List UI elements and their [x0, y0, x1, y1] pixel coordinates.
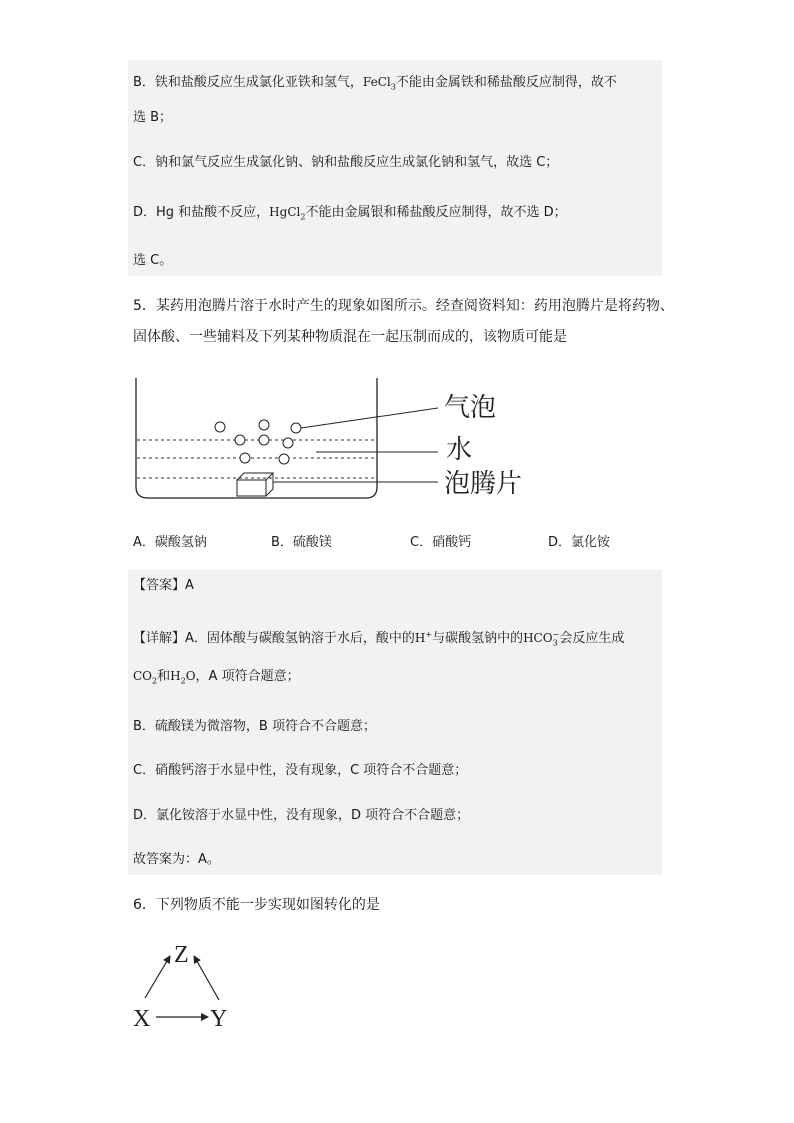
- h-ion-formula: H+: [414, 630, 433, 645]
- node-x: X: [133, 1006, 151, 1032]
- q6-stem: 6．下列物质不能一步实现如图转化的是: [133, 897, 380, 913]
- hgcl2-formula: HgCl$_2$: [269, 205, 306, 222]
- co2-formula: $CO_2$: [133, 669, 158, 686]
- q5-option-b[interactable]: B．硫酸镁: [271, 535, 332, 550]
- bubble: [291, 423, 301, 433]
- bubble: [240, 453, 250, 463]
- q5-option-a[interactable]: A．碳酸氢钠: [133, 535, 207, 550]
- prev-answer-b-line1: B．铁和盐酸反应生成氯化亚铁和氢气，FeCl$_3$不能由金属铁和稀盐酸反应制得，故不: [133, 75, 617, 92]
- q5-detail-a-line2: $CO_2$和$H_2O$，A 项符合题意；: [133, 669, 300, 686]
- q5-option-d[interactable]: D．氯化铵: [548, 535, 611, 550]
- bubble: [279, 454, 289, 464]
- xyz-conversion-diagram: [128, 936, 238, 1036]
- q5-stem-line2: 固体酸、一些辅料及下列某种物质混在一起压制而成的，该物质可能是: [133, 329, 567, 345]
- bubble: [259, 435, 269, 445]
- h2o-formula: $H_2O$: [170, 669, 196, 686]
- fecl3-formula: FeCl$_3$: [362, 75, 396, 92]
- q5-final-answer: 故答案为：A。: [133, 852, 220, 867]
- arrow-x-to-z: [145, 956, 170, 998]
- prev-answer-c: C．钠和氯气反应生成氯化钠、钠和盐酸反应生成氯化钠和氢气，故选 C；: [133, 155, 559, 170]
- q5-detail-c: C．硝酸钙溶于水显中性，没有现象，C 项符合不合题意；: [133, 763, 468, 778]
- bubble: [259, 420, 269, 430]
- bubble-label: 气泡: [444, 393, 497, 423]
- q5-answer: 【答案】A: [133, 578, 194, 593]
- q5-option-c[interactable]: C．硝酸钙: [410, 535, 472, 550]
- bicarbonate-formula: $HCO_3^-$: [523, 630, 560, 648]
- bubble-leader-line: [301, 408, 438, 428]
- prev-answer-conclusion: 选 C。: [133, 253, 173, 268]
- tablet-label: 泡腾片: [444, 469, 523, 499]
- q5-detail-d: D．氯化铵溶于水显中性，没有现象，D 项符合不合题意；: [133, 808, 470, 823]
- node-z: Z: [174, 942, 189, 968]
- bubble: [235, 435, 245, 445]
- prev-answer-d: D．Hg 和盐酸不反应，HgCl$_2$不能由金属银和稀盐酸反应制得，故不选 D；: [133, 205, 567, 222]
- water-label: 水: [446, 435, 473, 465]
- bubble: [283, 438, 293, 448]
- prev-answer-b-line2: 选 B；: [133, 110, 173, 125]
- q5-detail-b: B．硫酸镁为微溶物，B 项符合不合题意；: [133, 719, 376, 734]
- bubble: [215, 422, 225, 432]
- q5-detail-a-line1: 【详解】A．固体酸与碳酸氢钠溶于水后，酸中的H+与碳酸氢钠中的$HCO_3^-$会反应生成: [133, 630, 625, 648]
- effervescent-figure: [130, 372, 550, 502]
- node-y: Y: [210, 1006, 228, 1032]
- arrow-y-to-z: [194, 956, 219, 1000]
- tablet: [237, 473, 273, 496]
- q5-stem-line1: 5．某药用泡腾片溶于水时产生的现象如图所示。经查阅资料知：药用泡腾片是将药物、: [133, 298, 674, 314]
